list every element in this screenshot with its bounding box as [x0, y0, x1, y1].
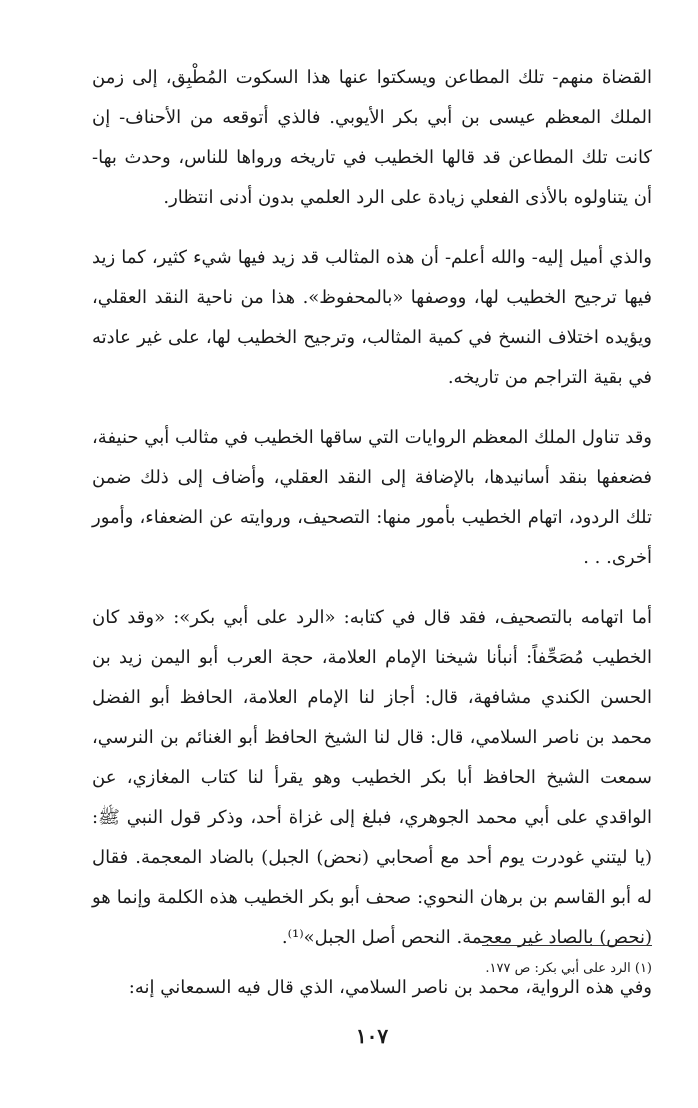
document-page — [92, 56, 652, 1066]
page-number: ١٠٧ — [355, 1024, 389, 1048]
footnote-divider — [482, 945, 652, 946]
paragraph-5: وفي هذه الرواية، محمد بن ناصر السلامي، الذي قال فيه السمعاني إنه: — [128, 977, 652, 998]
paragraph-3: وقد تناول الملك المعظم الروايات التي ساقها الخطيب في مثالب أبي حنيفة، فضعفها بنقد أسانيدها، بالإضافة إلى النقد العقلي، وأضاف إلى ذلك ضمن تلك الردود، اتهام الخطيب بأمور منها: التصحيف، وروايته عن الضعفاء، وأمور أخرى. . . — [91, 427, 652, 568]
paragraph-4: أما اتهامه بالتصحيف، فقد قال في كتابه: «الرد على أبي بكر»: «وقد كان الخطيب مُصَحِّفاً: أنبأنا شيخنا الإمام العلامة، حجة العرب أبو اليمن زيد بن الحسن الكندي مشافهة، قال: أجاز لنا الإمام العلامة، الحافظ أبو الفضل محمد بن ناصر السلامي، قال: قال لنا الشيخ الحافظ أبو الغنائم بن النرسي، سمعت الشيخ الحافظ أبا بكر الخطيب وهو يقرأ لنا كتاب المغازي، عن الواقدي على أبي محمد الجوهري، فبلغ إلى غزاة أحد، وذكر قول النبي ﷺ: (يا ليتني غودرت يوم أحد مع أصحابي (نحض) الجبل) بالضاد المعجمة. فقال له أبو القاسم بن برهان النحوي: صحف أبو بكر الخطيب هذه الكلمة وإنما هو (نحص) بالصاد غير معجمة. النحص أصل الجبل»⁽¹⁾. — [92, 607, 652, 948]
footnote: (١) الرد على أبي بكر: ص ١٧٧. — [485, 961, 652, 976]
paragraph-2: والذي أميل إليه- والله أعلم- أن هذه المثالب قد زيد فيها شيء كثير، كما زيد فيها ترجيح الخطيب لها، ووصفها «بالمحفوظ». هذا من ناحية النقد العقلي، ويؤيده اختلاف النسخ في كمية المثالب، وترجيح الخطيب لها، على غير عادته في بقية التراجم من تاريخه. — [92, 247, 652, 388]
paragraph-1: القضاة منهم- تلك المطاعن ويسكتوا عنها هذا السكوت المُطْبِق، إلى زمن الملك المعظم عيسى بن أبي بكر الأيوبي. فالذي أتوقعه من الأحناف- إن كانت تلك المطاعن قد قالها الخطيب في تاريخه ورواها للناس، وحدث بها- أن يتناولوه بالأذى الفعلي زيادة على الرد العلمي بدون أدنى انتظار. — [92, 67, 652, 208]
